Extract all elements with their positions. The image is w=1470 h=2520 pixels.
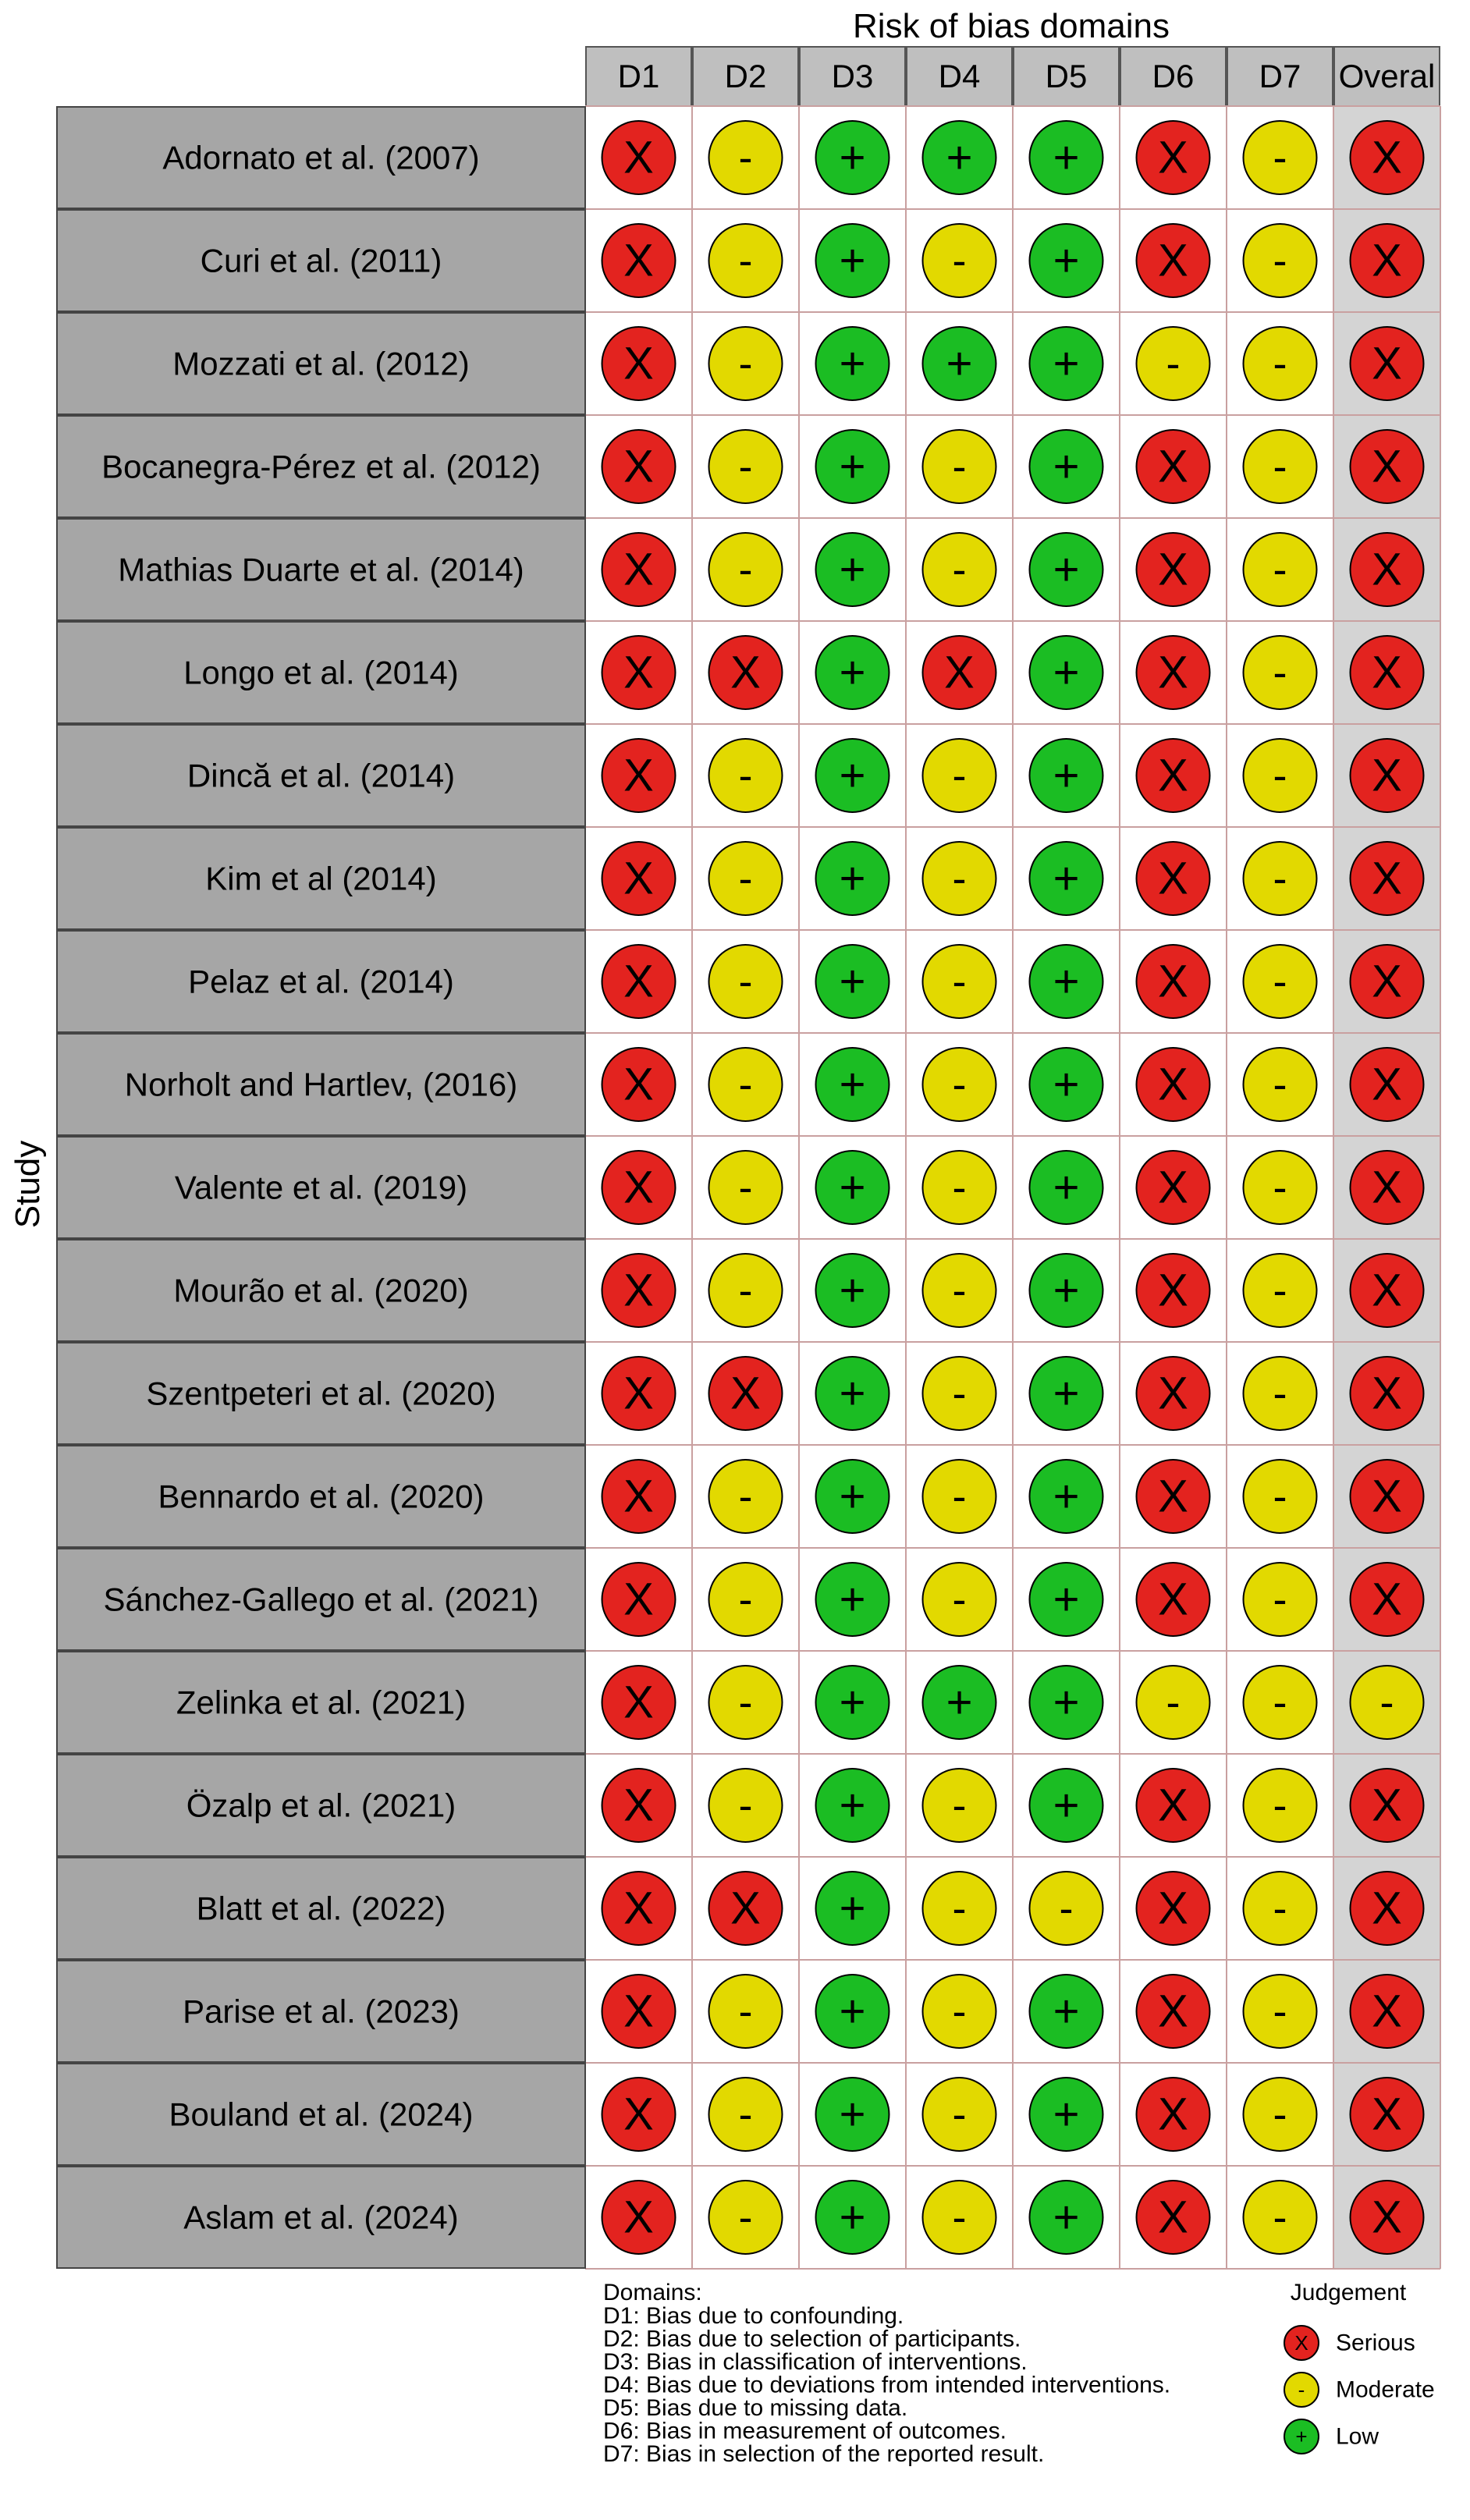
study-label: Bocanegra-Pérez et al. (2012) [101,448,541,485]
judgement-moderate-symbol: - [952,1782,967,1829]
judgement-moderate-symbol: - [738,1576,753,1623]
judgement-serious-symbol: X [1372,338,1402,389]
judgement-low-symbol: + [1053,956,1080,1007]
judgement-serious-symbol: X [623,235,654,286]
judgement-low-symbol: + [839,1883,866,1934]
domains-legend-item: D6: Bias in measurement of outcomes. [603,2418,1007,2444]
judgement-low-symbol: + [839,132,866,183]
judgement-legend-label: Serious [1336,2330,1415,2356]
judgement-low-symbol: + [839,956,866,1007]
judgement-moderate-symbol: - [1273,2091,1287,2138]
study-label: Kim et al (2014) [205,860,437,897]
judgement-serious-symbol: X [1372,1471,1402,1522]
judgement-serious-symbol: X [1372,1162,1402,1213]
judgement-low-symbol: + [839,338,866,389]
judgement-moderate-symbol: - [952,546,967,593]
judgement-moderate-symbol: - [1273,1988,1287,2035]
column-header-label: D4 [938,58,981,94]
judgement-serious-symbol: X [1372,750,1402,801]
judgement-serious-symbol: X [1372,853,1402,904]
study-label: Zelinka et al. (2021) [176,1684,467,1721]
judgement-serious-symbol: X [1372,1986,1402,2037]
study-label: Sánchez-Gallego et al. (2021) [103,1581,539,1618]
judgement-serious-symbol: X [1158,1574,1188,1625]
judgement-moderate-symbol: - [738,1988,753,2035]
judgement-serious-symbol: X [1158,750,1188,801]
judgement-serious-symbol: X [730,1883,761,1934]
study-label: Curi et al. (2011) [200,242,442,279]
judgement-low-symbol: + [1053,544,1080,595]
judgement-serious-symbol: X [623,544,654,595]
judgement-serious-symbol: X [1158,1162,1188,1213]
judgement-low-symbol: + [1053,2192,1080,2243]
judgement-moderate-symbol: - [738,546,753,593]
judgement-serious-symbol: X [623,2089,654,2140]
judgement-serious-symbol: X [1372,1368,1402,1419]
judgement-serious-symbol: X [1158,1986,1188,2037]
judgement-serious-symbol: X [1372,132,1402,183]
judgement-moderate-symbol: - [738,340,753,387]
judgement-legend-label: Moderate [1336,2376,1435,2403]
judgement-low-symbol: + [1053,1780,1080,1831]
study-label: Adornato et al. (2007) [162,139,480,176]
study-label: Blatt et al. (2022) [196,1890,446,1927]
column-header-label: D7 [1259,58,1301,94]
judgement-serious-symbol: X [623,2192,654,2243]
judgement-low-symbol: + [1053,1059,1080,1110]
judgement-serious-symbol: X [623,1677,654,1728]
judgement-serious-symbol: X [1294,2331,1308,2355]
judgement-serious-symbol: X [623,1368,654,1419]
judgement-moderate-symbol: - [952,1061,967,1108]
judgement-serious-symbol: X [1372,1883,1402,1934]
judgement-serious-symbol: X [1372,1059,1402,1110]
study-label: Mathias Duarte et al. (2014) [118,551,524,588]
judgement-legend-title: Judgement [1290,2280,1407,2305]
judgement-moderate-symbol: - [952,1267,967,1314]
judgement-moderate-symbol: - [1273,1576,1287,1623]
column-header-label: D3 [831,58,874,94]
judgement-moderate-symbol: - [1059,1885,1074,1932]
judgement-low-symbol: + [946,338,973,389]
judgement-moderate-symbol: - [738,237,753,284]
study-label: Pelaz et al. (2014) [188,963,454,1000]
judgement-moderate-symbol: - [952,1473,967,1520]
judgement-serious-symbol: X [623,956,654,1007]
judgement-serious-symbol: X [623,338,654,389]
judgement-low-symbol: + [1053,647,1080,698]
judgement-moderate-symbol: - [738,2194,753,2241]
judgement-low-symbol: + [1053,441,1080,492]
judgement-low-symbol: + [1053,1574,1080,1625]
judgement-low-symbol: + [839,1574,866,1625]
judgement-serious-symbol: X [1158,132,1188,183]
judgement-low-symbol: + [839,1059,866,1110]
judgement-serious-symbol: X [623,1986,654,2037]
judgement-low-symbol: + [839,1677,866,1728]
judgement-serious-symbol: X [1372,441,1402,492]
judgement-serious-symbol: X [623,132,654,183]
judgement-serious-symbol: X [1372,544,1402,595]
judgement-legend-label: Low [1336,2423,1379,2450]
judgement-serious-symbol: X [944,647,975,698]
judgement-serious-symbol: X [623,441,654,492]
study-label: Özalp et al. (2021) [186,1787,456,1824]
judgement-moderate-symbol: - [738,1473,753,1520]
judgement-low-symbol: + [839,2089,866,2140]
judgement-low-symbol: + [946,1677,973,1728]
judgement-moderate-symbol: - [1273,1473,1287,1520]
column-header-label: D2 [724,58,767,94]
judgement-moderate-symbol: - [952,1164,967,1211]
judgement-low-symbol: + [839,441,866,492]
judgement-moderate-symbol: - [1273,1885,1287,1932]
study-label: Longo et al. (2014) [183,654,459,691]
judgement-low-symbol: + [1053,1265,1080,1316]
judgement-serious-symbol: X [623,1471,654,1522]
judgement-moderate-symbol: - [738,443,753,490]
judgement-moderate-symbol: - [1273,958,1287,1005]
column-header-label: D6 [1152,58,1195,94]
judgement-moderate-symbol: - [1166,1679,1181,1726]
judgement-low-symbol: + [839,235,866,286]
judgement-moderate-symbol: - [952,237,967,284]
judgement-low-symbol: + [839,1986,866,2037]
judgement-moderate-symbol: - [1273,237,1287,284]
study-label: Bennardo et al. (2020) [158,1478,485,1515]
judgement-moderate-symbol: - [738,134,753,181]
judgement-moderate-symbol: - [952,855,967,902]
judgement-low-symbol: + [1053,853,1080,904]
judgement-moderate-symbol: - [952,752,967,799]
judgement-low-symbol: + [839,1780,866,1831]
judgement-moderate-symbol: - [1379,1679,1394,1726]
judgement-low-symbol: + [839,1471,866,1522]
study-label: Szentpeteri et al. (2020) [146,1375,496,1412]
judgement-moderate-symbol: - [952,2194,967,2241]
domains-legend-item: D3: Bias in classification of interventions. [603,2349,1028,2375]
chart-title: Risk of bias domains [853,7,1170,45]
study-label: Valente et al. (2019) [174,1169,468,1206]
judgement-serious-symbol: X [1372,956,1402,1007]
judgement-moderate-symbol: - [738,958,753,1005]
judgement-serious-symbol: X [1372,647,1402,698]
judgement-moderate-symbol: - [952,1988,967,2035]
judgement-low-symbol: + [839,2192,866,2243]
judgement-serious-symbol: X [1158,2089,1188,2140]
judgement-low-symbol: + [839,1265,866,1316]
judgement-moderate-symbol: - [1273,1782,1287,1829]
judgement-low-symbol: + [1053,750,1080,801]
judgement-moderate-symbol: - [738,1679,753,1726]
study-label: Dincă et al. (2014) [186,757,456,794]
judgement-serious-symbol: X [1372,2192,1402,2243]
judgement-moderate-symbol: - [952,443,967,490]
judgement-serious-symbol: X [623,1059,654,1110]
judgement-moderate-symbol: - [1273,649,1287,696]
judgement-moderate-symbol: - [738,855,753,902]
judgement-serious-symbol: X [1158,853,1188,904]
judgement-serious-symbol: X [623,853,654,904]
judgement-moderate-symbol: - [952,1885,967,1932]
judgement-moderate-symbol: - [952,2091,967,2138]
judgement-serious-symbol: X [623,647,654,698]
judgement-serious-symbol: X [1158,235,1188,286]
column-header-label: Overal [1338,58,1436,94]
judgement-low-symbol: + [1053,132,1080,183]
judgement-serious-symbol: X [1158,1780,1188,1831]
judgement-serious-symbol: X [1158,956,1188,1007]
judgement-moderate-symbol: - [1273,134,1287,181]
judgement-moderate-symbol: - [952,1576,967,1623]
judgement-serious-symbol: X [1158,1368,1188,1419]
judgement-serious-symbol: X [1158,647,1188,698]
judgement-moderate-symbol: - [1298,2378,1305,2401]
judgement-moderate-symbol: - [1273,2194,1287,2241]
judgement-serious-symbol: X [1158,1471,1188,1522]
column-header-label: D1 [617,58,660,94]
judgement-moderate-symbol: - [952,958,967,1005]
judgement-serious-symbol: X [1158,1883,1188,1934]
judgement-serious-symbol: X [1158,1059,1188,1110]
judgement-low-symbol: + [1053,1986,1080,2037]
judgement-serious-symbol: X [623,1780,654,1831]
judgement-serious-symbol: X [1158,441,1188,492]
judgement-moderate-symbol: - [738,1782,753,1829]
domains-legend-title: Domains: [603,2280,702,2305]
judgement-moderate-symbol: - [952,1370,967,1417]
study-label: Parise et al. (2023) [183,1993,460,2030]
study-label: Norholt and Hartlev, (2016) [124,1066,518,1103]
judgement-serious-symbol: X [1158,544,1188,595]
judgement-low-symbol: + [1295,2425,1308,2448]
judgement-serious-symbol: X [1372,1265,1402,1316]
y-axis-label: Study [9,1140,47,1229]
judgement-moderate-symbol: - [1273,1267,1287,1314]
judgement-serious-symbol: X [730,647,761,698]
domains-legend-item: D1: Bias due to confounding. [603,2303,904,2329]
domains-legend-item: D7: Bias in selection of the reported result. [603,2441,1045,2467]
judgement-moderate-symbol: - [1273,1164,1287,1211]
judgement-serious-symbol: X [1372,235,1402,286]
judgement-low-symbol: + [839,853,866,904]
judgement-low-symbol: + [839,1162,866,1213]
judgement-serious-symbol: X [1372,2089,1402,2140]
column-header-label: D5 [1045,58,1088,94]
judgement-moderate-symbol: - [738,752,753,799]
judgement-low-symbol: + [1053,1162,1080,1213]
judgement-serious-symbol: X [623,1574,654,1625]
judgement-low-symbol: + [1053,1471,1080,1522]
judgement-serious-symbol: X [623,1265,654,1316]
judgement-moderate-symbol: - [1273,752,1287,799]
judgement-low-symbol: + [1053,1368,1080,1419]
judgement-moderate-symbol: - [1273,1370,1287,1417]
judgement-low-symbol: + [839,647,866,698]
judgement-moderate-symbol: - [738,2091,753,2138]
judgement-moderate-symbol: - [1273,1061,1287,1108]
domains-legend-item: D4: Bias due to deviations from intended interventions. [603,2372,1171,2398]
judgement-moderate-symbol: - [738,1164,753,1211]
judgement-serious-symbol: X [1372,1780,1402,1831]
judgement-serious-symbol: X [623,1162,654,1213]
judgement-low-symbol: + [1053,2089,1080,2140]
judgement-low-symbol: + [1053,338,1080,389]
judgement-serious-symbol: X [1158,2192,1188,2243]
judgement-serious-symbol: X [623,750,654,801]
judgement-low-symbol: + [1053,1677,1080,1728]
judgement-moderate-symbol: - [1273,340,1287,387]
study-label: Aslam et al. (2024) [183,2199,459,2236]
judgement-moderate-symbol: - [738,1061,753,1108]
judgement-low-symbol: + [839,750,866,801]
judgement-serious-symbol: X [730,1368,761,1419]
judgement-moderate-symbol: - [1273,546,1287,593]
judgement-moderate-symbol: - [738,1267,753,1314]
judgement-serious-symbol: X [623,1883,654,1934]
study-label: Mourão et al. (2020) [173,1272,469,1309]
judgement-low-symbol: + [839,1368,866,1419]
judgement-low-symbol: + [946,132,973,183]
study-label: Mozzati et al. (2012) [172,345,470,382]
judgement-low-symbol: + [839,544,866,595]
judgement-serious-symbol: X [1372,1574,1402,1625]
judgement-moderate-symbol: - [1273,1679,1287,1726]
judgement-moderate-symbol: - [1273,443,1287,490]
judgement-moderate-symbol: - [1166,340,1181,387]
judgement-low-symbol: + [1053,235,1080,286]
domains-legend-item: D5: Bias due to missing data. [603,2395,908,2421]
judgement-serious-symbol: X [1158,1265,1188,1316]
study-label: Bouland et al. (2024) [169,2096,474,2133]
column-headers [586,47,1440,106]
domains-legend-item: D2: Bias due to selection of participants. [603,2326,1021,2352]
judgement-moderate-symbol: - [1273,855,1287,902]
